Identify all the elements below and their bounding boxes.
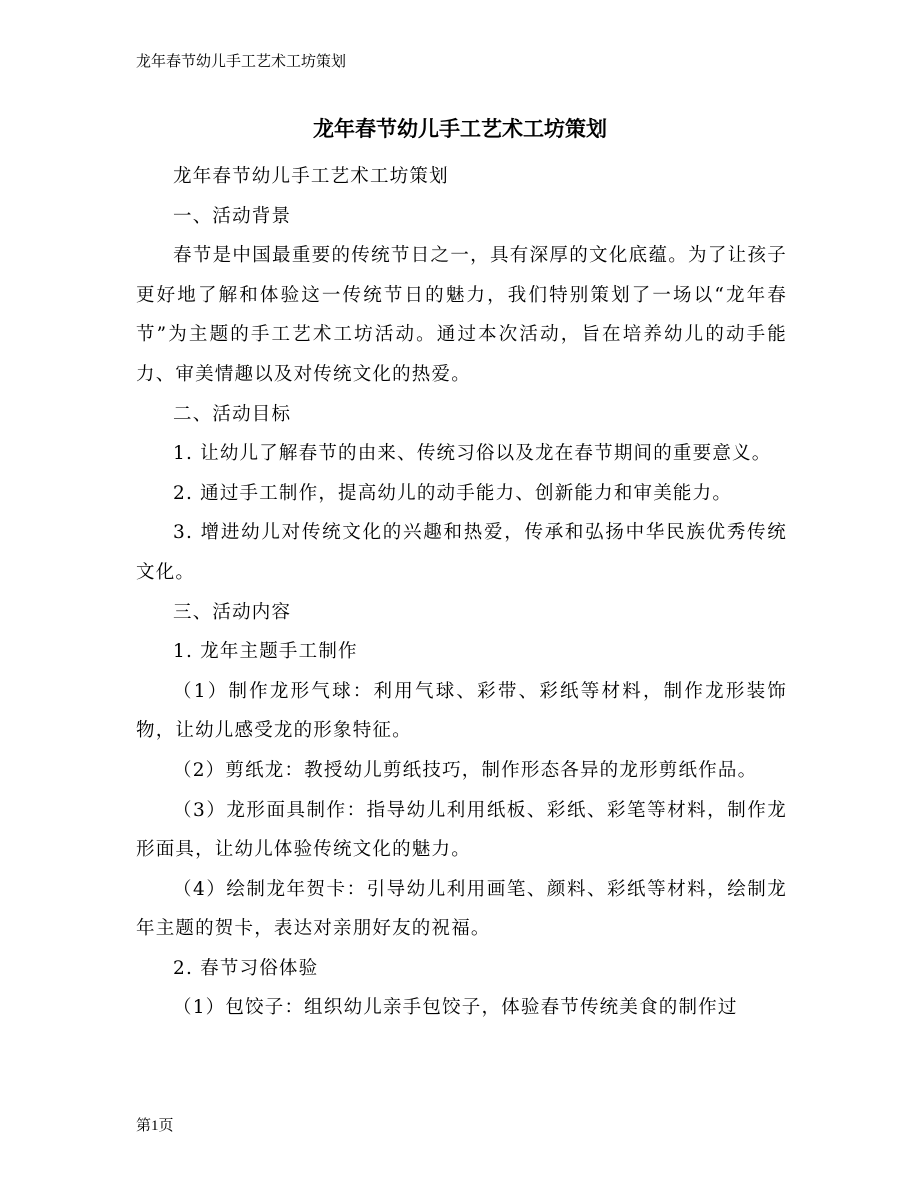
running-header: 龙年春节幼儿手工艺术工坊策划	[136, 54, 347, 70]
section-heading-background: 一、活动背景	[173, 205, 292, 227]
page-number: 第1页	[136, 1118, 174, 1134]
goal-item-3: 3. 增进幼儿对传统文化的兴趣和热爱，传承和弘扬中华民族优秀传统文化。	[136, 522, 787, 583]
craft-item-4: （4）绘制龙年贺卡：引导幼儿利用画笔、颜料、彩纸等材料，绘制龙年主题的贺卡，表达对亲朋好友的祝福。	[136, 878, 787, 940]
goal-item-2: 2. 通过手工制作，提高幼儿的动手能力、创新能力和审美能力。	[173, 482, 733, 504]
document-body	[136, 157, 787, 1028]
craft-item-1: （1）制作龙形气球：利用气球、彩带、彩纸等材料，制作龙形装饰物，让幼儿感受龙的形象特征。	[136, 680, 787, 742]
custom-item-1: （1）包饺子：组织幼儿亲手包饺子，体验春节传统美食的制作过	[173, 997, 738, 1019]
subsection-heading-customs: 2. 春节习俗体验	[173, 957, 319, 979]
subsection-heading-crafts: 1. 龙年主题手工制作	[173, 641, 358, 663]
document-title: 龙年春节幼儿手工艺术工坊策划	[313, 117, 607, 141]
section-heading-goals: 二、活动目标	[173, 403, 292, 425]
paragraph-background: 春节是中国最重要的传统节日之一，具有深厚的文化底蕴。为了让孩子更好地了解和体验这一传统节日的魅力，我们特别策划了一场以“龙年春节”为主题的手工艺术工坊活动。通过本次活动，旨在培养幼儿的动手能力、审美情趣以及对传统文化的热爱。	[136, 245, 787, 385]
section-heading-content: 三、活动内容	[173, 601, 292, 623]
paragraph-subtitle: 龙年春节幼儿手工艺术工坊策划	[173, 166, 449, 187]
craft-item-3: （3）龙形面具制作：指导幼儿利用纸板、彩纸、彩笔等材料，制作龙形面具，让幼儿体验传统文化的魅力。	[136, 799, 787, 861]
goal-item-1: 1. 让幼儿了解春节的由来、传统习俗以及龙在春节期间的重要意义。	[173, 443, 772, 465]
craft-item-2: （2）剪纸龙：教授幼儿剪纸技巧，制作形态各异的龙形剪纸作品。	[173, 759, 758, 781]
